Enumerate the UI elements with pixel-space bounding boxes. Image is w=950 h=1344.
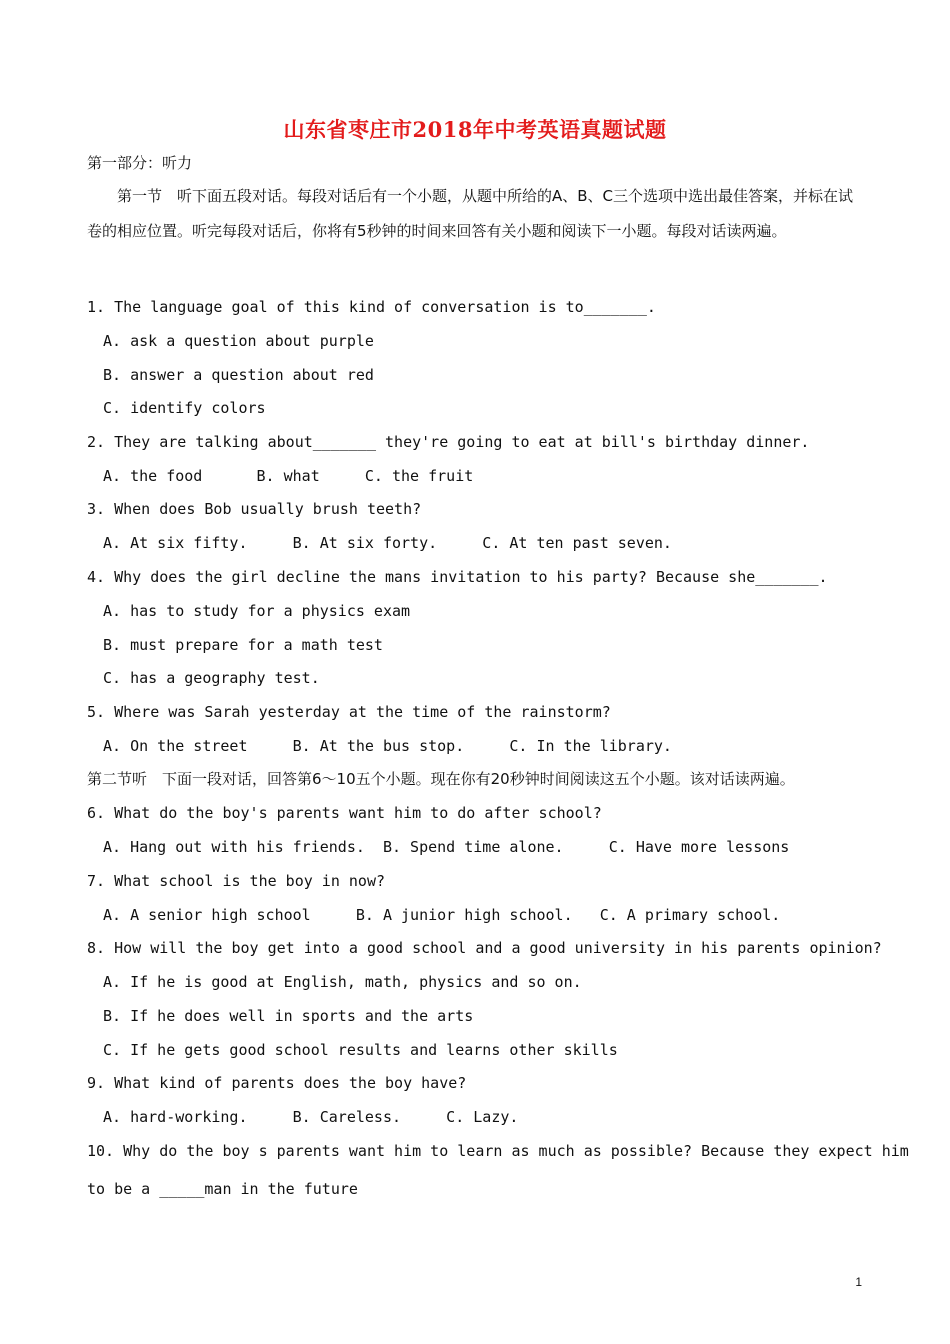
question-10-line-1: 10. Why do the boy s parents want him to learn as much as possible? Because they expect him [87, 1142, 909, 1160]
question-1-option-a: A. ask a question about purple [103, 332, 374, 350]
question-8-option-a: A. If he is good at English, math, physics and so on. [103, 973, 582, 991]
part1-heading: 第一部分：听力 [87, 154, 193, 172]
question-7-options: A. A senior high school B. A junior high school. C. A primary school. [103, 906, 781, 924]
question-5-options: A. On the street B. At the bus stop. C. In the library. [103, 737, 672, 755]
section1-instructions: 第一节 听下面五段对话。每段对话后有一个小题，从题中所给的A、B、C三个选项中选出最佳答案，并标在试卷的相应位置。听完每段对话后，你将有5秒钟的时间来回答有关小题和阅读下一小题。每段对话读两遍。 [87, 187, 854, 240]
question-9-options: A. hard-working. B. Careless. C. Lazy. [103, 1108, 519, 1126]
question-6: 6. What do the boy's parents want him to do after school? [87, 804, 602, 822]
question-7: 7. What school is the boy in now? [87, 872, 386, 890]
question-2: 2. They are talking about_______ they're going to eat at bill's birthday dinner. [87, 433, 810, 451]
question-8: 8. How will the boy get into a good school and a good university in his parents opinion? [87, 939, 882, 957]
question-2-options: A. the food B. what C. the fruit [103, 467, 474, 485]
question-3: 3. When does Bob usually brush teeth? [87, 500, 422, 518]
question-4-option-b: B. must prepare for a math test [103, 636, 383, 654]
section2-instructions: 第二节听 下面一段对话，回答第6～10五个小题。现在你有20秒钟时间阅读这五个小题。该对话读两遍。 [87, 770, 795, 788]
question-4: 4. Why does the girl decline the mans invitation to his party? Because she_______. [87, 568, 828, 586]
question-4-option-a: A. has to study for a physics exam [103, 602, 411, 620]
question-5: 5. Where was Sarah yesterday at the time of the rainstorm? [87, 703, 611, 721]
question-4-option-c: C. has a geography test. [103, 669, 320, 687]
document-title: 山东省枣庄市2018年中考英语真题试题 [283, 117, 667, 142]
question-6-options: A. Hang out with his friends. B. Spend time alone. C. Have more lessons [103, 838, 790, 856]
question-8-option-b: B. If he does well in sports and the arts [103, 1007, 474, 1025]
page-number: 1 [855, 1275, 862, 1289]
question-3-options: A. At six fifty. B. At six forty. C. At ten past seven. [103, 534, 672, 552]
question-1: 1. The language goal of this kind of conversation is to_______. [87, 298, 656, 316]
question-1-option-c: C. identify colors [103, 399, 266, 417]
question-1-option-b: B. answer a question about red [103, 366, 374, 384]
question-8-option-c: C. If he gets good school results and learns other skills [103, 1041, 618, 1059]
question-10-line-2: to be a _____man in the future [87, 1180, 358, 1198]
question-9: 9. What kind of parents does the boy have? [87, 1074, 467, 1092]
